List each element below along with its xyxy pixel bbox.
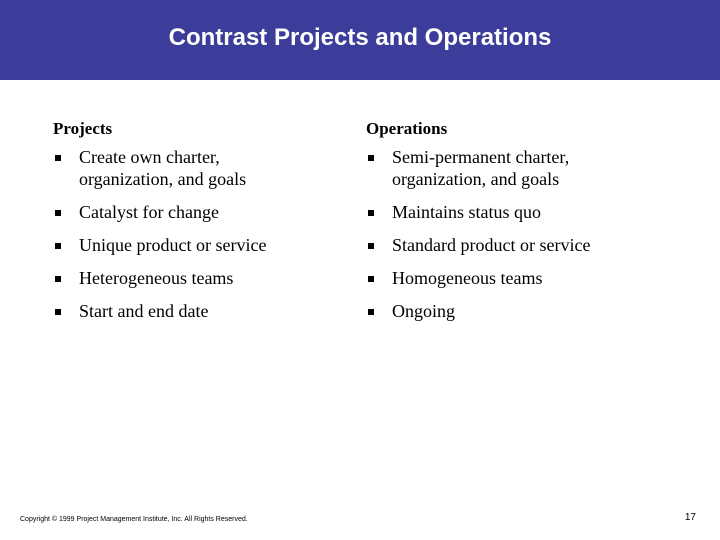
list-item	[366, 234, 686, 256]
item-line: Heterogeneous teams	[79, 268, 234, 288]
item-line: organization, and goals	[79, 169, 247, 189]
projects-column	[53, 118, 373, 333]
list-item	[366, 201, 686, 223]
operations-column	[366, 118, 686, 333]
square-bullet-icon	[55, 210, 61, 216]
item-line: Maintains status quo	[392, 202, 541, 222]
list-item	[366, 300, 686, 322]
list-item	[366, 267, 686, 289]
item-line: Catalyst for change	[79, 202, 219, 222]
copyright-text: Copyright © 1999 Project Management Institute, Inc. All Rights Reserved.	[20, 516, 248, 523]
item-line: organization, and goals	[392, 169, 560, 189]
list-item	[53, 234, 373, 256]
item-line: Start and end date	[79, 301, 209, 321]
square-bullet-icon	[55, 155, 61, 161]
square-bullet-icon	[368, 210, 374, 216]
list-item	[53, 146, 373, 190]
item-line: Create own charter,	[79, 147, 220, 167]
item-line: Homogeneous teams	[392, 268, 543, 288]
item-line: Ongoing	[392, 301, 455, 321]
square-bullet-icon	[368, 309, 374, 315]
item-line: Semi-permanent charter,	[392, 147, 570, 167]
operations-list	[366, 146, 686, 322]
page-number: 17	[684, 512, 696, 523]
square-bullet-icon	[55, 309, 61, 315]
square-bullet-icon	[55, 276, 61, 282]
item-line: Standard product or service	[392, 235, 591, 255]
square-bullet-icon	[368, 243, 374, 249]
projects-heading: Projects	[53, 119, 113, 138]
item-line: Unique product or service	[79, 235, 267, 255]
slide-header	[0, 0, 720, 80]
list-item	[366, 146, 686, 190]
operations-heading: Operations	[366, 119, 448, 138]
square-bullet-icon	[368, 155, 374, 161]
list-item	[53, 300, 373, 322]
square-bullet-icon	[55, 243, 61, 249]
slide-title: Contrast Projects and Operations	[168, 24, 552, 51]
projects-list	[53, 146, 373, 322]
list-item	[53, 201, 373, 223]
square-bullet-icon	[368, 276, 374, 282]
list-item	[53, 267, 373, 289]
